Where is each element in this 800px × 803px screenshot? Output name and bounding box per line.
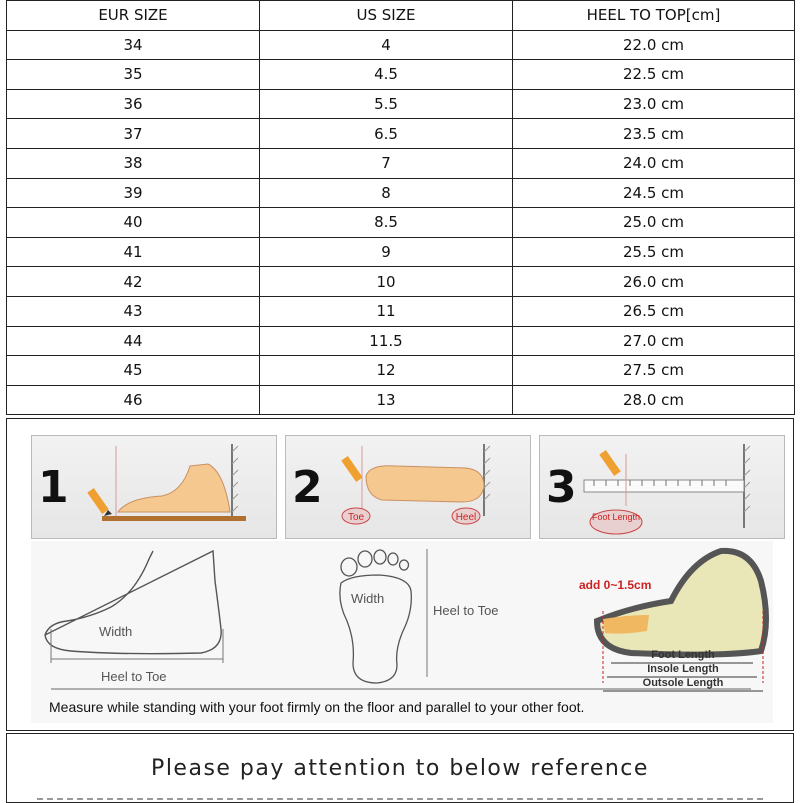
heel-to-top-cell: 25.0 cm xyxy=(513,208,795,238)
heel-to-top-cell: 24.5 cm xyxy=(513,178,795,208)
table-row xyxy=(7,60,795,90)
eur-size-cell: 39 xyxy=(7,178,260,208)
eur-size-cell: 34 xyxy=(7,30,260,60)
pencil-icon xyxy=(87,488,112,516)
heel-to-top-cell: 27.5 cm xyxy=(513,356,795,386)
us-size-cell: 9 xyxy=(260,237,513,267)
eur-size-cell: 35 xyxy=(7,60,260,90)
table-header-row xyxy=(7,1,795,31)
table-row xyxy=(7,356,795,386)
header-us-size: US SIZE xyxy=(260,1,513,31)
table-row xyxy=(7,178,795,208)
table-row xyxy=(7,267,795,297)
heel-to-top-cell: 26.0 cm xyxy=(513,267,795,297)
heel-to-top-cell: 24.0 cm xyxy=(513,148,795,178)
heel-to-top-cell: 25.5 cm xyxy=(513,237,795,267)
foot-length-label: Foot Length xyxy=(591,512,641,522)
sole-heel-to-toe-label: Heel to Toe xyxy=(433,603,499,618)
us-size-cell: 4 xyxy=(260,30,513,60)
table-row xyxy=(7,208,795,238)
step-2-number: 2 xyxy=(292,462,323,513)
us-size-cell: 4.5 xyxy=(260,60,513,90)
side-heel-to-toe-label: Heel to Toe xyxy=(101,669,167,684)
eur-size-cell: 42 xyxy=(7,267,260,297)
step-1-panel xyxy=(31,435,277,539)
reference-banner xyxy=(6,733,794,803)
insole-length-text: Insole Length xyxy=(647,663,719,675)
measure-guide xyxy=(6,418,794,731)
size-table xyxy=(6,0,795,415)
heel-to-top-cell: 22.0 cm xyxy=(513,30,795,60)
eur-size-cell: 41 xyxy=(7,237,260,267)
table-row xyxy=(7,296,795,326)
eur-size-cell: 40 xyxy=(7,208,260,238)
step-3-illustration xyxy=(540,436,784,538)
measure-diagrams xyxy=(31,541,773,723)
step-2-panel xyxy=(285,435,531,539)
eur-size-cell: 44 xyxy=(7,326,260,356)
measure-note: Measure while standing with your foot firmly on the floor and parallel to your other foot. xyxy=(49,699,585,715)
heel-to-top-cell: 27.0 cm xyxy=(513,326,795,356)
eur-size-cell: 38 xyxy=(7,148,260,178)
heel-to-top-cell: 26.5 cm xyxy=(513,296,795,326)
us-size-cell: 13 xyxy=(260,385,513,415)
pencil-icon xyxy=(599,450,620,476)
step-3-number: 3 xyxy=(546,462,577,513)
table-row xyxy=(7,89,795,119)
heel-to-top-cell: 23.0 cm xyxy=(513,89,795,119)
ruler xyxy=(584,480,744,492)
step-1-illustration xyxy=(32,436,276,538)
us-size-cell: 5.5 xyxy=(260,89,513,119)
eur-size-cell: 46 xyxy=(7,385,260,415)
us-size-cell: 11.5 xyxy=(260,326,513,356)
eur-size-cell: 43 xyxy=(7,296,260,326)
heel-to-top-cell: 28.0 cm xyxy=(513,385,795,415)
header-eur-size: EUR SIZE xyxy=(7,1,260,31)
header-heel-to-top: HEEL TO TOP[cm] xyxy=(513,1,795,31)
shoe-length-diagram xyxy=(31,541,773,723)
table-row xyxy=(7,30,795,60)
us-size-cell: 10 xyxy=(260,267,513,297)
heel-to-top-cell: 22.5 cm xyxy=(513,60,795,90)
reference-text: Please pay attention to below reference xyxy=(151,756,649,781)
toe-label: Toe xyxy=(347,512,365,523)
heel-to-top-cell: 23.5 cm xyxy=(513,119,795,149)
heel-label: Heel xyxy=(455,512,477,523)
eur-size-cell: 45 xyxy=(7,356,260,386)
table-row xyxy=(7,148,795,178)
sole-width-label: Width xyxy=(351,591,385,606)
step-1-number: 1 xyxy=(38,462,69,513)
eur-size-cell: 37 xyxy=(7,119,260,149)
us-size-cell: 11 xyxy=(260,296,513,326)
us-size-cell: 6.5 xyxy=(260,119,513,149)
foot-length-text: Foot Length xyxy=(651,649,715,661)
step-2-illustration xyxy=(286,436,530,538)
us-size-cell: 7 xyxy=(260,148,513,178)
outsole-length-text: Outsole Length xyxy=(642,677,724,689)
table-row xyxy=(7,326,795,356)
pencil-icon xyxy=(341,456,362,482)
us-size-cell: 8.5 xyxy=(260,208,513,238)
table-row xyxy=(7,237,795,267)
eur-size-cell: 36 xyxy=(7,89,260,119)
add-margin-label: add 0~1.5cm xyxy=(579,578,652,592)
us-size-cell: 12 xyxy=(260,356,513,386)
table-row xyxy=(7,119,795,149)
us-size-cell: 8 xyxy=(260,178,513,208)
step-3-panel xyxy=(539,435,785,539)
side-width-label: Width xyxy=(99,624,133,639)
table-row xyxy=(7,385,795,415)
